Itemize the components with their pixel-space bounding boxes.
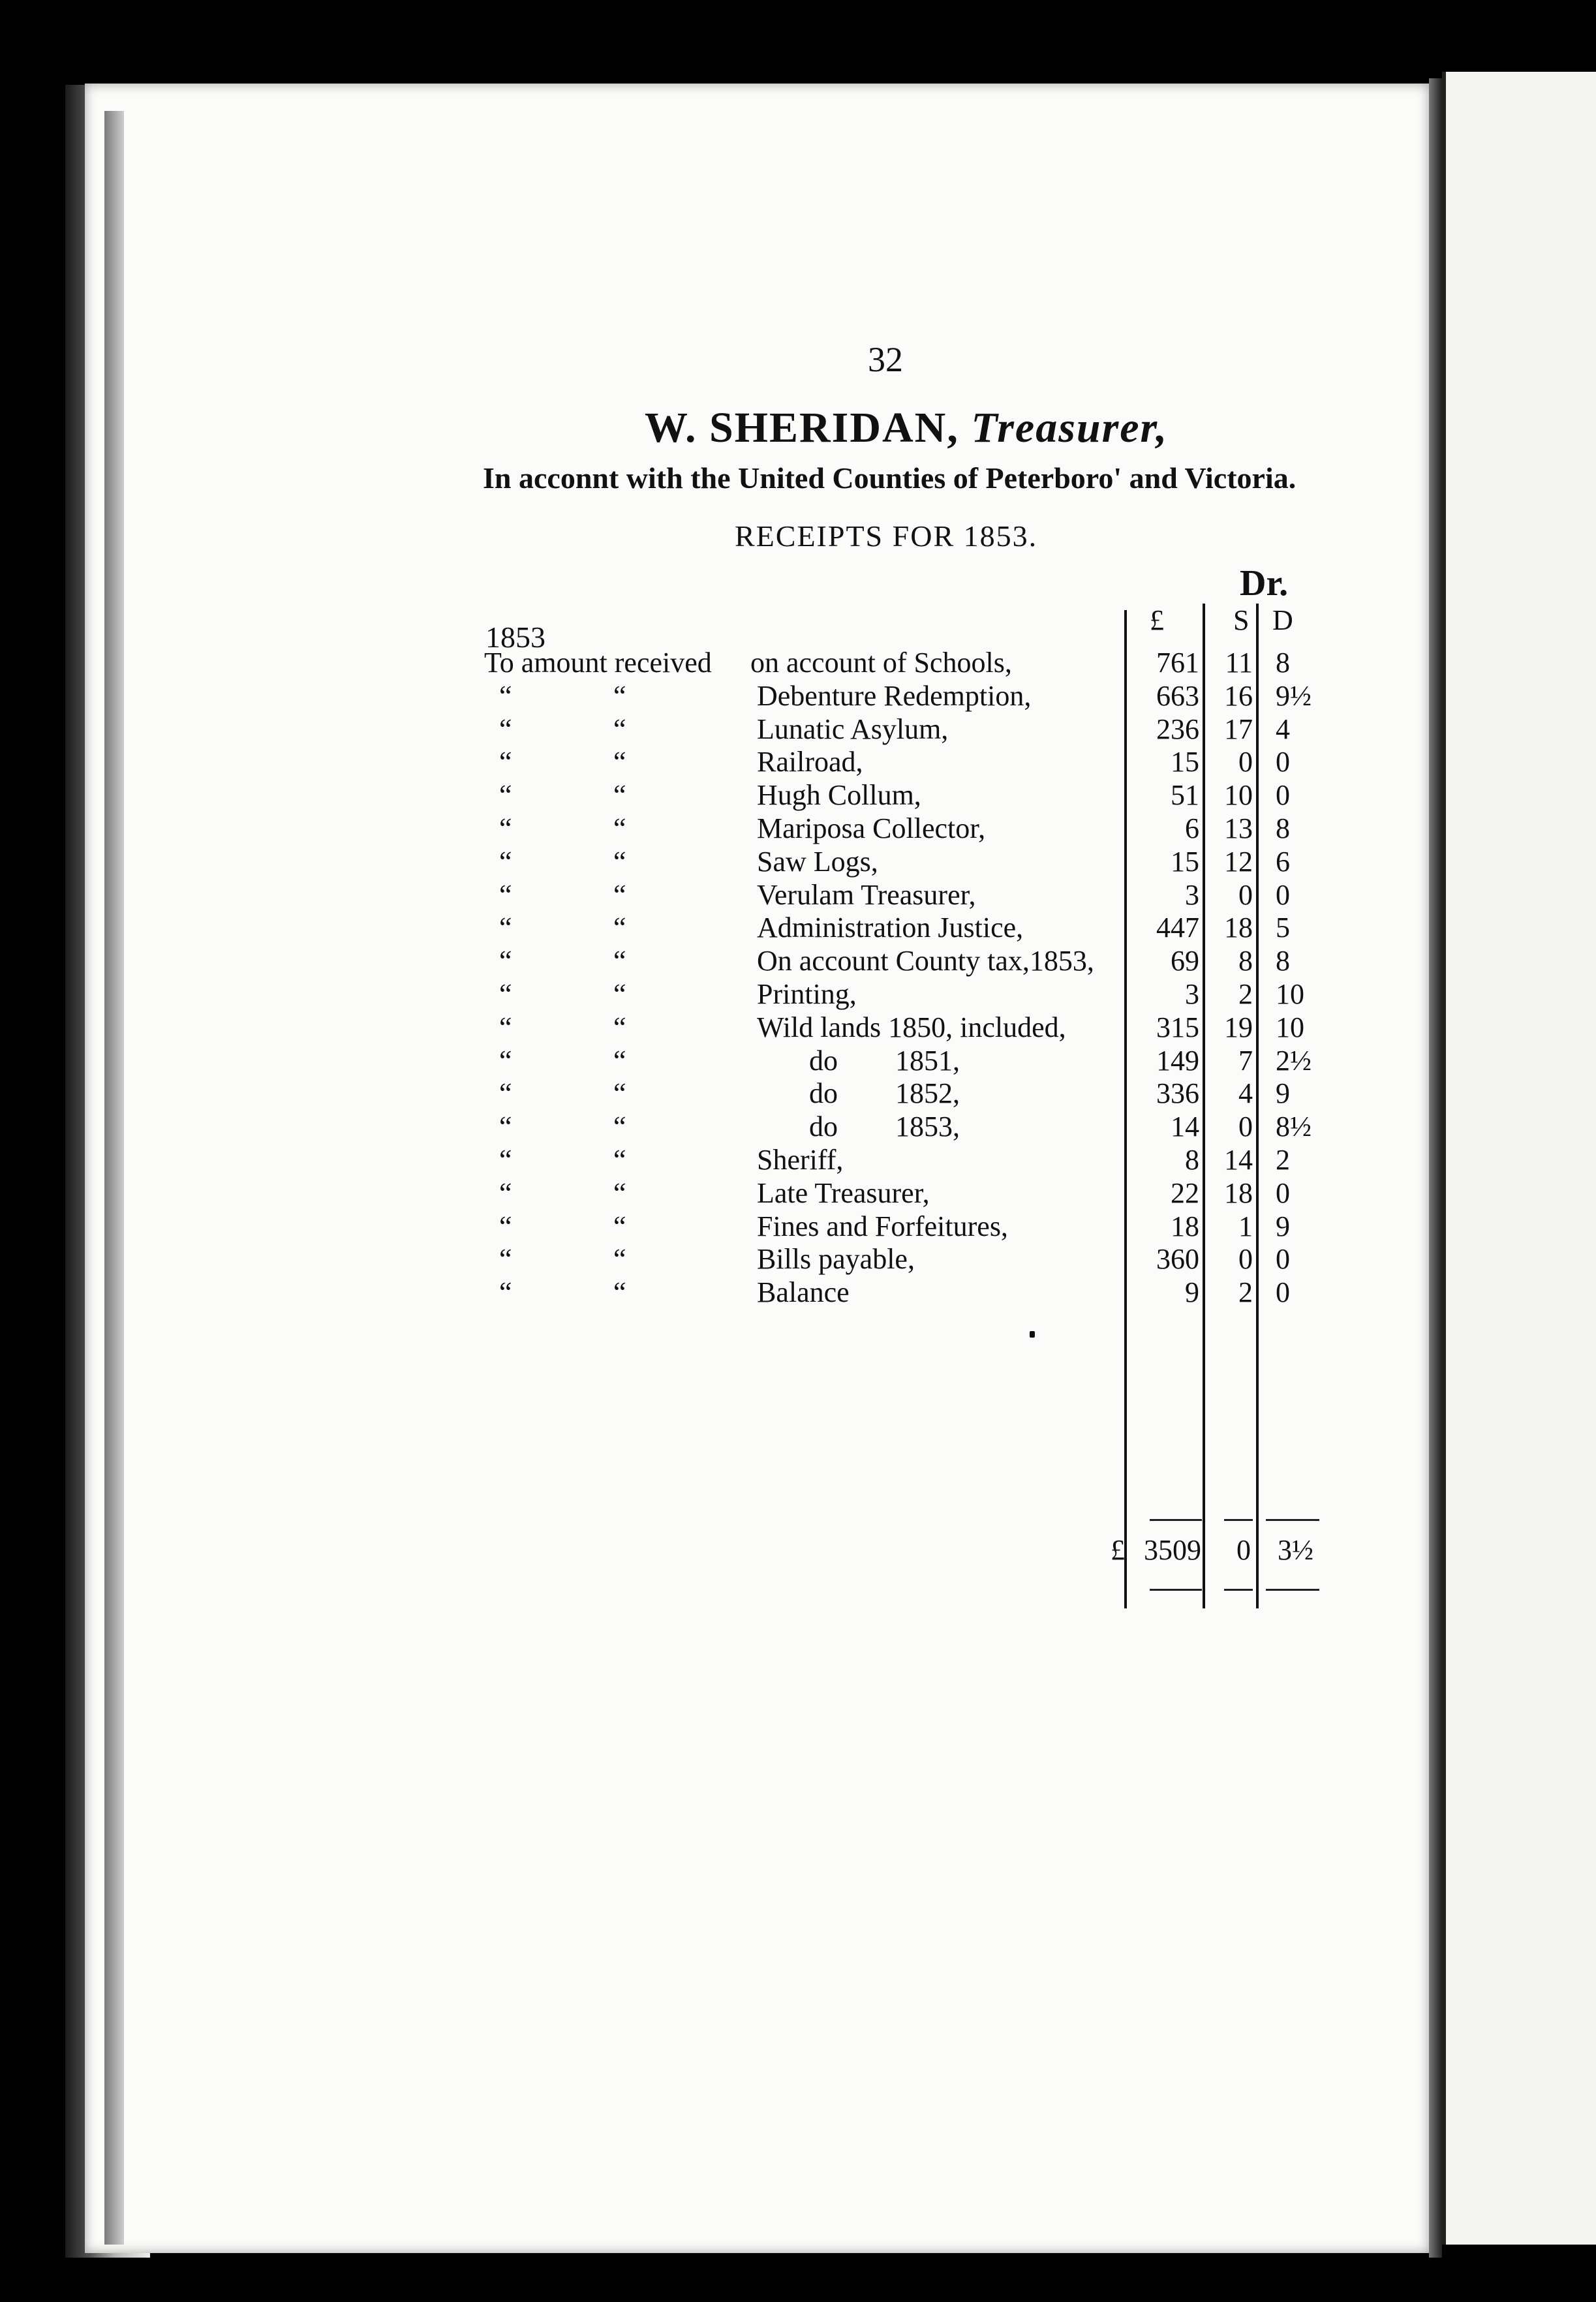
total-rule-pounds-top — [1150, 1519, 1202, 1521]
ditto-mark: “ — [613, 1276, 626, 1309]
row-shillings: 0 — [1238, 1111, 1253, 1143]
row-pence: 8 — [1276, 647, 1290, 679]
row-pounds: 663 — [1156, 679, 1199, 712]
ledger-row — [0, 944, 1596, 977]
receipts-heading: RECEIPTS FOR 1853. — [735, 519, 1038, 553]
row-shillings: 10 — [1224, 779, 1253, 812]
row-shillings: 16 — [1224, 679, 1253, 712]
ledger-row — [0, 1077, 1596, 1110]
row-pounds: 761 — [1156, 647, 1199, 679]
ledger-row — [0, 1143, 1596, 1176]
row-pence: 4 — [1276, 713, 1290, 745]
row-pence: 8½ — [1276, 1111, 1312, 1143]
ditto-mark: “ — [613, 845, 626, 878]
row-item: Mariposa Collector, — [757, 812, 986, 844]
row-pence: 0 — [1276, 779, 1290, 812]
total-currency-symbol: £ — [1111, 1534, 1125, 1566]
row-item: Administration Justice, — [757, 912, 1024, 944]
ledger-row — [0, 911, 1596, 944]
row-pence: 10 — [1276, 978, 1304, 1010]
ditto-mark: “ — [499, 1210, 512, 1242]
row-pounds: 15 — [1171, 845, 1199, 878]
row-shillings: 13 — [1224, 812, 1253, 844]
row-pounds: 315 — [1156, 1011, 1199, 1043]
ditto-mark: “ — [499, 978, 512, 1010]
row-pence: 2½ — [1276, 1044, 1312, 1077]
ditto-mark: “ — [499, 1176, 512, 1209]
row-pence: 0 — [1276, 1176, 1290, 1209]
ditto-mark: “ — [499, 845, 512, 878]
ditto-mark: “ — [613, 1243, 626, 1276]
row-item: Railroad, — [757, 746, 863, 778]
row-shillings: 2 — [1238, 1276, 1253, 1309]
row-item: Late Treasurer, — [757, 1176, 930, 1209]
row-item: Bills payable, — [757, 1243, 915, 1276]
column-header-pounds: £ — [1150, 604, 1164, 636]
row-pence: 10 — [1276, 1011, 1304, 1043]
row-item: Fines and Forfeitures, — [757, 1210, 1008, 1242]
ledger-row — [0, 1044, 1596, 1077]
ditto-mark: “ — [499, 1243, 512, 1276]
row-pounds: 18 — [1171, 1210, 1199, 1242]
row-pounds: 15 — [1171, 746, 1199, 778]
row-item: Printing, — [757, 978, 857, 1010]
row-shillings: 18 — [1224, 912, 1253, 944]
total-shillings: 0 — [1236, 1534, 1251, 1566]
ditto-mark: “ — [613, 779, 626, 812]
total-rule-pence-bottom — [1266, 1589, 1319, 1591]
ditto-mark: “ — [499, 1011, 512, 1043]
ditto-mark: “ — [613, 1210, 626, 1242]
row-pence: 6 — [1276, 845, 1290, 878]
ledger-row — [0, 845, 1596, 878]
total-rule-pence-top — [1266, 1519, 1319, 1521]
ditto-mark: “ — [499, 1144, 512, 1176]
ditto-mark: “ — [499, 1077, 512, 1110]
row-item: On account County tax,1853, — [757, 945, 1094, 977]
row-pence: 2 — [1276, 1144, 1290, 1176]
row-pence: 9 — [1276, 1077, 1290, 1110]
row-item: Debenture Redemption, — [757, 679, 1032, 712]
ditto-mark: “ — [499, 945, 512, 977]
row-pounds: 336 — [1156, 1077, 1199, 1110]
ditto-mark: “ — [613, 912, 626, 944]
row-item: Wild lands 1850, included, — [757, 1011, 1066, 1043]
row-item: do 1851, — [809, 1044, 960, 1077]
ditto-mark: “ — [499, 779, 512, 812]
row-pounds: 236 — [1156, 713, 1199, 745]
row-pounds: 51 — [1171, 779, 1199, 812]
row-shillings: 14 — [1224, 1144, 1253, 1176]
ledger-row — [0, 713, 1596, 746]
ditto-mark: “ — [499, 679, 512, 712]
ledger-row — [0, 646, 1596, 679]
row-pence: 9 — [1276, 1210, 1290, 1242]
row-shillings: 7 — [1238, 1044, 1253, 1077]
row-shillings: 11 — [1225, 647, 1253, 679]
total-rule-shillings-top — [1224, 1519, 1253, 1521]
row-shillings: 17 — [1224, 713, 1253, 745]
ink-speck — [1030, 1331, 1035, 1338]
total-rule-shillings-bottom — [1224, 1589, 1253, 1591]
row-shillings: 12 — [1224, 845, 1253, 878]
row-pounds: 3 — [1185, 978, 1199, 1010]
ditto-mark: “ — [499, 746, 512, 778]
row-shillings: 18 — [1224, 1176, 1253, 1209]
row-pounds: 447 — [1156, 912, 1199, 944]
ledger-row — [0, 745, 1596, 778]
row-item: Sheriff, — [757, 1144, 844, 1176]
ditto-mark: “ — [613, 713, 626, 745]
row-pence: 8 — [1276, 945, 1290, 977]
row-shillings: 0 — [1238, 746, 1253, 778]
ledger-row — [0, 1242, 1596, 1276]
account-subtitle: In acconnt with the United Counties of Peterboro' and Victoria. — [483, 461, 1297, 495]
ditto-mark: “ — [613, 679, 626, 712]
ditto-mark: “ — [613, 1077, 626, 1110]
row-item: do 1853, — [809, 1111, 960, 1143]
ditto-mark: “ — [499, 878, 512, 911]
row-item: Saw Logs, — [757, 845, 878, 878]
ditto-mark: “ — [613, 978, 626, 1010]
ledger-row — [0, 1011, 1596, 1044]
ledger-row — [0, 977, 1596, 1011]
ledger-row — [0, 778, 1596, 812]
ditto-mark: “ — [499, 912, 512, 944]
row-pence: 0 — [1276, 1276, 1290, 1309]
total-rule-pounds-bottom — [1150, 1589, 1202, 1591]
row-pence: 9½ — [1276, 679, 1312, 712]
row-shillings: 2 — [1238, 978, 1253, 1010]
ditto-mark: “ — [499, 713, 512, 745]
row-pounds: 360 — [1156, 1243, 1199, 1276]
total-pounds: 3509 — [1144, 1534, 1201, 1566]
ditto-mark: “ — [499, 1276, 512, 1309]
row-item: Lunatic Asylum, — [757, 713, 949, 745]
ledger-year: 1853 — [485, 621, 545, 654]
ditto-mark: “ — [613, 746, 626, 778]
ditto-mark: “ — [499, 1044, 512, 1077]
ledger-row — [0, 679, 1596, 713]
row-item: do 1852, — [809, 1077, 960, 1110]
row-pence: 0 — [1276, 746, 1290, 778]
row-pence: 0 — [1276, 878, 1290, 911]
row-intro: To amount received — [484, 647, 712, 679]
page-title — [645, 403, 1168, 453]
ledger-row — [0, 1176, 1596, 1210]
row-pence: 5 — [1276, 912, 1290, 944]
ledger-row — [0, 812, 1596, 845]
row-shillings: 19 — [1224, 1011, 1253, 1043]
column-header-pence: D — [1272, 604, 1293, 636]
row-shillings: 0 — [1238, 1243, 1253, 1276]
row-shillings: 8 — [1238, 945, 1253, 977]
column-header-shillings: S — [1233, 604, 1250, 636]
debit-label: Dr. — [1240, 563, 1289, 604]
ditto-mark: “ — [613, 945, 626, 977]
row-item: Hugh Collum, — [757, 779, 921, 812]
ditto-mark: “ — [613, 1111, 626, 1143]
row-shillings: 4 — [1238, 1077, 1253, 1110]
ditto-mark: “ — [613, 1176, 626, 1209]
ledger-row — [0, 1276, 1596, 1309]
ditto-mark: “ — [613, 1011, 626, 1043]
title-name: W. SHERIDAN, — [645, 404, 959, 452]
ledger-row — [0, 1110, 1596, 1143]
row-pounds: 6 — [1185, 812, 1199, 844]
row-pounds: 69 — [1171, 945, 1199, 977]
row-item: Balance — [757, 1276, 850, 1309]
row-pounds: 22 — [1171, 1176, 1199, 1209]
total-pence: 3½ — [1278, 1534, 1313, 1566]
ditto-mark: “ — [613, 1044, 626, 1077]
ledger-row — [0, 1210, 1596, 1243]
row-pounds: 149 — [1156, 1044, 1199, 1077]
ditto-mark: “ — [613, 1144, 626, 1176]
row-pounds: 3 — [1185, 878, 1199, 911]
row-item: Verulam Treasurer, — [757, 878, 976, 911]
row-shillings: 1 — [1238, 1210, 1253, 1242]
row-pounds: 9 — [1185, 1276, 1199, 1309]
ledger-row — [0, 878, 1596, 912]
row-pounds: 14 — [1171, 1111, 1199, 1143]
page-number: 32 — [868, 340, 903, 379]
row-pence: 8 — [1276, 812, 1290, 844]
title-role: Treasurer, — [971, 404, 1169, 452]
row-pence: 0 — [1276, 1243, 1290, 1276]
row-item: on account of Schools, — [750, 647, 1012, 679]
ditto-mark: “ — [613, 812, 626, 844]
ditto-mark: “ — [499, 812, 512, 844]
row-shillings: 0 — [1238, 878, 1253, 911]
row-pounds: 8 — [1185, 1144, 1199, 1176]
ditto-mark: “ — [499, 1111, 512, 1143]
ditto-mark: “ — [613, 878, 626, 911]
